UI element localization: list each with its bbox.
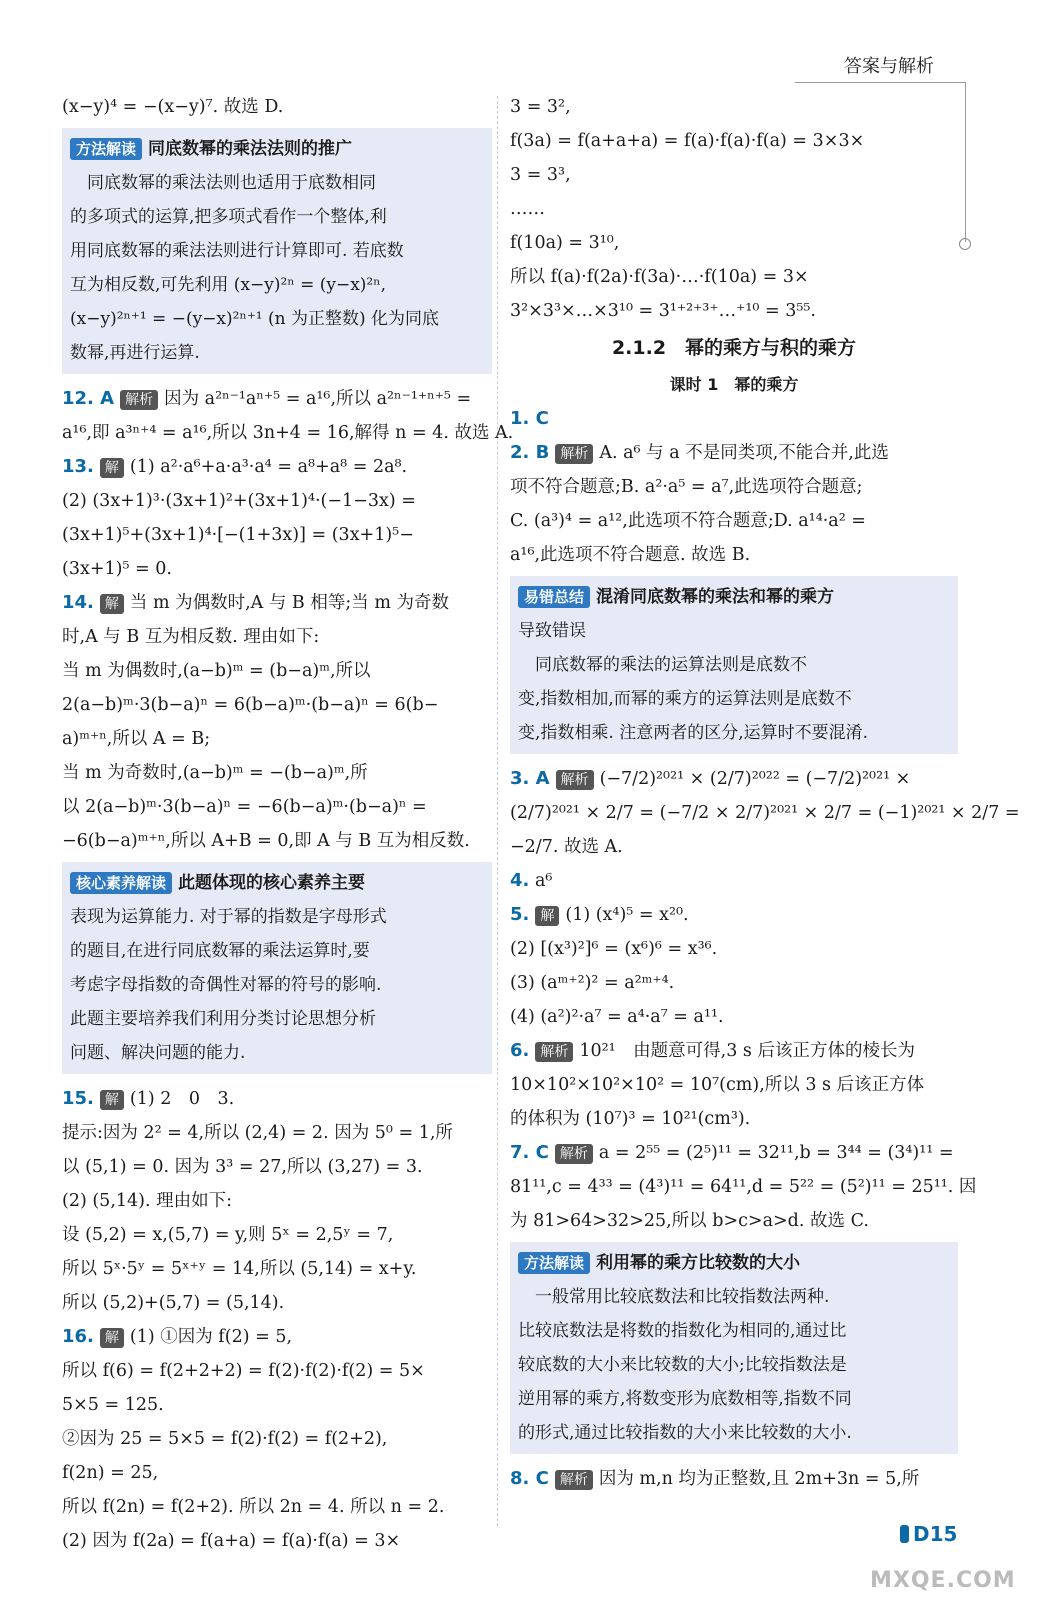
note-line: 此题主要培养我们利用分类讨论思想分析 xyxy=(70,1009,376,1029)
text-line: 所以 f(a)·f(2a)·f(3a)·…·f(10a) = 3× xyxy=(510,267,809,287)
answer-tag: 解 xyxy=(100,594,124,614)
note-box xyxy=(62,862,492,1074)
page-number xyxy=(900,1522,957,1546)
answer-tag: 解析 xyxy=(555,1470,593,1490)
note-line: 问题、解决问题的能力. xyxy=(70,1043,246,1063)
section-heading: 2.1.2 幂的乘方与积的乘方 xyxy=(611,337,857,359)
text-line: 所以 f(6) = f(2+2+2) = f(2)·f(2)·f(2) = 5× xyxy=(62,1361,425,1381)
note-line: (x−y)²ⁿ⁺¹ = −(y−x)²ⁿ⁺¹ (n 为正整数) 化为同底 xyxy=(70,309,440,329)
text-line: 当 m 为奇数时,(a−b)ᵐ = −(b−a)ᵐ,所 xyxy=(62,763,368,783)
watermark: MXQE.COM xyxy=(870,1568,1016,1593)
question-text: a⁶ xyxy=(534,871,553,891)
question-text: 当 m 为偶数时,A 与 B 相等;当 m 为奇数 xyxy=(129,593,449,613)
question-line xyxy=(62,1320,492,1354)
question-text: 因为 m,n 均为正整数,且 2m+3n = 5,所 xyxy=(598,1469,920,1489)
side-rule xyxy=(965,82,966,242)
lesson-heading: 课时 1 幂的乘方 xyxy=(669,375,799,394)
question-number: 8. C xyxy=(510,1468,549,1489)
question-text: (1) (x⁴)⁵ = x²⁰. xyxy=(565,905,689,925)
note-box-header xyxy=(518,1246,950,1280)
note-badge: 方法解读 xyxy=(518,1252,590,1274)
note-box-header xyxy=(70,866,484,900)
text-line: 的体积为 (10⁷)³ = 10²¹(cm³). xyxy=(510,1109,751,1129)
question-number: 13. xyxy=(62,456,94,477)
text-line: (3x+1)⁵+(3x+1)⁴·[−(1+3x)] = (3x+1)⁵− xyxy=(62,525,414,545)
note-line: 数幂,再进行运算. xyxy=(70,343,200,363)
question-number: 7. C xyxy=(510,1142,549,1163)
text-line: 10×10²×10²×10² = 10⁷(cm),所以 3 s 后该正方体 xyxy=(510,1075,925,1095)
note-badge: 方法解读 xyxy=(70,138,142,160)
question-line xyxy=(510,402,958,436)
answer-tag: 解析 xyxy=(555,444,593,464)
left-column xyxy=(62,90,514,1558)
note-line: 变,指数相加,而幂的乘方的运算法则是底数不 xyxy=(518,689,852,709)
question-line xyxy=(510,898,958,932)
text-line: 所以 f(2n) = f(2+2). 所以 2n = 4. 所以 n = 2. xyxy=(62,1497,445,1517)
note-line: 比较底数法是将数的指数化为相同的,通过比 xyxy=(518,1321,847,1341)
text-line: 3²×3³×…×3¹⁰ = 3¹⁺²⁺³⁺…⁺¹⁰ = 3⁵⁵. xyxy=(510,301,816,321)
page-number-text: D15 xyxy=(913,1522,958,1546)
text-line: f(2n) = 25, xyxy=(62,1463,159,1483)
text-line: 以 (5,1) = 0. 因为 3³ = 27,所以 (3,27) = 3. xyxy=(62,1157,423,1177)
question-number: 6. xyxy=(510,1040,530,1061)
text-line: 81¹¹,c = 4³³ = (4³)¹¹ = 64¹¹,d = 5²² = (5²)¹¹ = 25¹¹. 因 xyxy=(510,1177,977,1197)
question-number: 5. xyxy=(510,904,530,925)
text-line: 所以 5ˣ·5ʸ = 5ˣ⁺ʸ = 14,所以 (5,14) = x+y. xyxy=(62,1259,417,1279)
question-line xyxy=(510,1462,958,1496)
note-title: 利用幂的乘方比较数的大小 xyxy=(596,1253,801,1273)
answer-tag: 解析 xyxy=(556,770,594,790)
text-line: 当 m 为偶数时,(a−b)ᵐ = (b−a)ᵐ,所以 xyxy=(62,661,371,681)
answer-tag: 解 xyxy=(100,458,124,478)
note-title: 同底数幂的乘法法则的推广 xyxy=(148,139,353,159)
text-line: (4) (a²)²·a⁷ = a⁴·a⁷ = a¹¹. xyxy=(510,1007,724,1027)
note-line: 较底数的大小来比较数的大小;比较指数法是 xyxy=(518,1355,847,1375)
note-line: 变,指数相乘. 注意两者的区分,运算时不要混淆. xyxy=(518,723,869,743)
question-text: (−7/2)²⁰²¹ × (2/7)²⁰²² = (−7/2)²⁰²¹ × xyxy=(599,769,911,789)
text-line: (3) (aᵐ⁺²)² = a²ᵐ⁺⁴. xyxy=(510,973,675,993)
text-line: (2) (3x+1)³·(3x+1)²+(3x+1)⁴·(−1−3x) = xyxy=(62,491,416,511)
answer-tag: 解析 xyxy=(555,1144,593,1164)
question-number: 3. A xyxy=(510,768,550,789)
text-line: 3 = 3³, xyxy=(510,165,571,185)
text-line: f(10a) = 3¹⁰, xyxy=(510,233,620,253)
question-text: 10²¹ 由题意可得,3 s 后该正方体的棱长为 xyxy=(579,1041,915,1061)
answer-tag: 解析 xyxy=(120,390,158,410)
question-number: 4. xyxy=(510,870,530,891)
note-box xyxy=(510,1242,958,1454)
text-line: 时,A 与 B 互为相反数. 理由如下: xyxy=(62,627,320,647)
column-separator xyxy=(497,96,498,1526)
question-line xyxy=(62,450,492,484)
text-line: 5×5 = 125. xyxy=(62,1395,164,1415)
question-text: (1) a²·a⁶+a·a³·a⁴ = a⁸+a⁸ = 2a⁸. xyxy=(129,457,408,477)
text-line: 3 = 3², xyxy=(510,97,571,117)
note-line: 导致错误 xyxy=(518,621,586,641)
note-line: 逆用幂的乘方,将数变形为底数相等,指数不同 xyxy=(518,1389,852,1409)
header-rule xyxy=(795,82,965,83)
text-line: (x−y)⁴ = −(x−y)⁷. 故选 D. xyxy=(62,97,284,117)
header-title: 答案与解析 xyxy=(844,56,934,77)
note-badge: 易错总结 xyxy=(518,586,590,608)
note-box xyxy=(510,576,958,754)
question-number: 14. xyxy=(62,592,94,613)
text-line: (2/7)²⁰²¹ × 2/7 = (−7/2 × 2/7)²⁰²¹ × 2/7 = (−1)²⁰²¹ × 2/7 = xyxy=(510,803,1020,823)
answer-tag: 解 xyxy=(535,906,559,926)
answer-tag: 解 xyxy=(100,1328,124,1348)
side-ornament xyxy=(959,238,971,250)
text-line: (3x+1)⁵ = 0. xyxy=(62,559,172,579)
text-line: (2) [(x³)²]⁶ = (x⁶)⁶ = x³⁶. xyxy=(510,939,718,959)
question-number: 1. C xyxy=(510,408,549,429)
note-line: 同底数幂的乘法的运算法则是底数不 xyxy=(518,655,807,675)
right-column xyxy=(510,90,1020,1496)
text-line: a)ᵐ⁺ⁿ,所以 A = B; xyxy=(62,729,211,749)
text-line: a¹⁶,此选项不符合题意. 故选 B. xyxy=(510,545,751,565)
note-line: 一般常用比较底数法和比较指数法两种. xyxy=(518,1287,830,1307)
note-box xyxy=(62,128,492,374)
question-text: (1) ①因为 f(2) = 5, xyxy=(129,1327,293,1347)
question-number: 16. xyxy=(62,1326,94,1347)
text-line: a¹⁶,即 a³ⁿ⁺⁴ = a¹⁶,所以 3n+4 = 16,解得 n = 4. 故选 A. xyxy=(62,423,514,443)
note-line: 互为相反数,可先利用 (x−y)²ⁿ = (y−x)²ⁿ, xyxy=(70,275,387,295)
note-line: 考虑字母指数的奇偶性对幂的符号的影响. xyxy=(70,975,382,995)
answer-tag: 解 xyxy=(100,1090,124,1110)
note-line: 同底数幂的乘法法则也适用于底数相同 xyxy=(70,173,376,193)
text-line: −2/7. 故选 A. xyxy=(510,837,623,857)
question-line xyxy=(510,762,958,796)
note-badge: 核心素养解读 xyxy=(70,872,172,894)
text-line: 2(a−b)ᵐ·3(b−a)ⁿ = 6(b−a)ᵐ·(b−a)ⁿ = 6(b− xyxy=(62,695,439,715)
question-line xyxy=(62,586,492,620)
text-line: (2) (5,14). 理由如下: xyxy=(62,1191,232,1211)
question-line xyxy=(510,436,958,470)
text-line: −6(b−a)ᵐ⁺ⁿ,所以 A+B = 0,即 A 与 B 互为相反数. xyxy=(62,831,470,851)
question-text: a = 2⁵⁵ = (2⁵)¹¹ = 32¹¹,b = 3⁴⁴ = (3⁴)¹¹ = xyxy=(598,1143,954,1163)
text-line: C. (a³)⁴ = a¹²,此选项不符合题意;D. a¹⁴·a² = xyxy=(510,511,866,531)
question-line xyxy=(62,382,492,416)
question-text: (1) 2 0 3. xyxy=(129,1089,235,1109)
text-line: ②因为 25 = 5×5 = f(2)·f(2) = f(2+2), xyxy=(62,1429,388,1449)
text-line: 提示:因为 2² = 4,所以 (2,4) = 2. 因为 5⁰ = 1,所 xyxy=(62,1123,453,1143)
note-line: 的形式,通过比较指数的大小来比较数的大小. xyxy=(518,1423,852,1443)
text-line: 项不符合题意;B. a²·a⁵ = a⁷,此选项符合题意; xyxy=(510,477,863,497)
text-line: 所以 (5,2)+(5,7) = (5,14). xyxy=(62,1293,285,1313)
text-line: …… xyxy=(510,199,545,219)
note-title: 此题体现的核心素养主要 xyxy=(178,873,366,893)
question-text: A. a⁶ 与 a 不是同类项,不能合并,此选 xyxy=(599,443,889,463)
note-box-header xyxy=(518,580,950,614)
text-line: 以 2(a−b)ᵐ·3(b−a)ⁿ = −6(b−a)ᵐ·(b−a)ⁿ = xyxy=(62,797,427,817)
text-line: f(3a) = f(a+a+a) = f(a)·f(a)·f(a) = 3×3× xyxy=(510,131,865,151)
question-line xyxy=(62,1082,492,1116)
note-title: 混淆同底数幂的乘法和幂的乘方 xyxy=(596,587,835,607)
answer-tag: 解析 xyxy=(535,1042,573,1062)
question-line xyxy=(510,1136,958,1170)
question-line xyxy=(510,864,958,898)
question-line xyxy=(510,1034,958,1068)
text-line: 为 81>64>32>25,所以 b>c>a>d. 故选 C. xyxy=(510,1211,869,1231)
note-line: 的多项式的运算,把多项式看作一个整体,利 xyxy=(70,207,387,227)
note-box-header xyxy=(70,132,484,166)
note-line: 用同底数幂的乘法法则进行计算即可. 若底数 xyxy=(70,241,404,261)
question-number: 12. A xyxy=(62,388,115,409)
text-line: (2) 因为 f(2a) = f(a+a) = f(a)·f(a) = 3× xyxy=(62,1531,401,1551)
question-number: 15. xyxy=(62,1088,94,1109)
text-line: 设 (5,2) = x,(5,7) = y,则 5ˣ = 2,5ʸ = 7, xyxy=(62,1225,394,1245)
question-number: 2. B xyxy=(510,442,550,463)
note-line: 的题目,在进行同底数幂的乘法运算时,要 xyxy=(70,941,370,961)
page-marker-icon xyxy=(900,1525,909,1543)
note-line: 表现为运算能力. 对于幂的指数是字母形式 xyxy=(70,907,387,927)
question-text: 因为 a²ⁿ⁻¹aⁿ⁺⁵ = a¹⁶,所以 a²ⁿ⁻¹⁺ⁿ⁺⁵ = xyxy=(164,389,472,409)
